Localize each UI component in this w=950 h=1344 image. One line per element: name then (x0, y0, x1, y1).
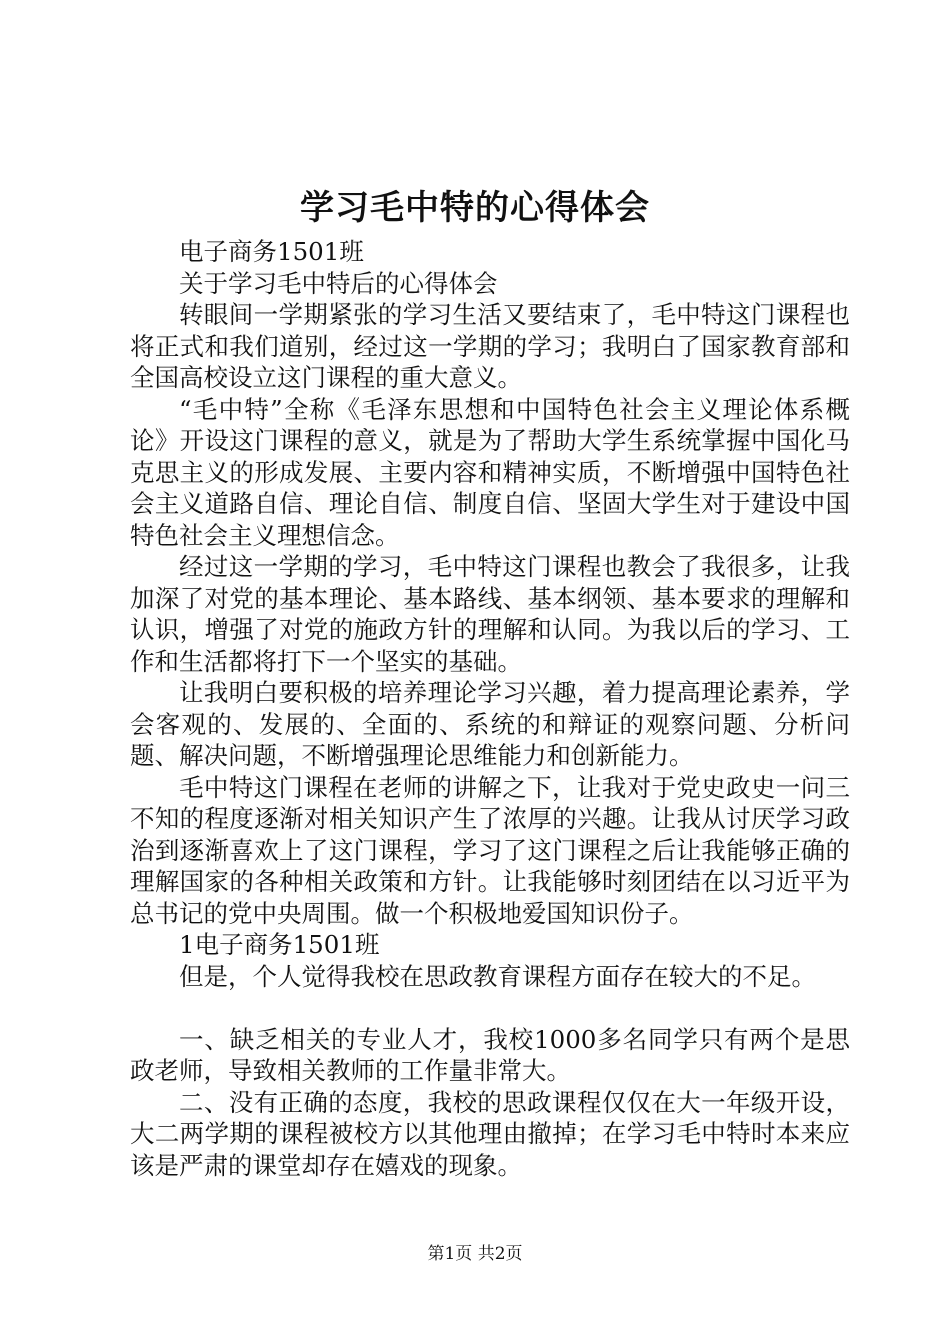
paragraph: “毛中特”全称《毛泽东思想和中国特色社会主义理论体系概论》开设这门课程的意义，就是为了帮助大学生系统掌握中国化马克思主义的形成发展、主要内容和精神实质，不断增强中国特色社会主义道路自信、理论自信、制度自信、坚固大学生对于建设中国特色社会主义理想信念。 (130, 394, 850, 550)
class-name-line: 电子商务1501班 (179, 237, 364, 266)
class-name-line: 1电子商务1501班 (179, 930, 380, 959)
page-number-footer: 第1页 共2页 (427, 1244, 523, 1264)
paragraph: 一、缺乏相关的专业人才，我校1000多名同学只有两个是思政老师，导致相关教师的工作量非常大。 (130, 1024, 850, 1085)
blank-line (130, 992, 850, 1024)
paragraph: 转眼间一学期紧张的学习生活又要结束了，毛中特这门课程也将正式和我们道别，经过这一学期的学习；我明白了国家教育部和全国高校设立这门课程的重大意义。 (130, 300, 850, 392)
paragraph: 让我明白要积极的培养理论学习兴趣，着力提高理论素养，学会客观的、发展的、全面的、系统的和辩证的观察问题、分析问题、解决问题，不断增强理论思维能力和创新能力。 (130, 678, 850, 770)
paragraph: 但是，个人觉得我校在思政教育课程方面存在较大的不足。 (179, 961, 816, 991)
document-title: 学习毛中特的心得体会 (300, 188, 650, 228)
document-body (130, 236, 850, 1181)
paragraph: 毛中特这门课程在老师的讲解之下，让我对于党史政史一问三不知的程度逐渐对相关知识产生了浓厚的兴趣。让我从讨厌学习政治到逐渐喜欢上了这门课程，学习了这门课程之后让我能够正确的理解国家的各种相关政策和方针。让我能够时刻团结在以习近平为总书记的党中央周围。做一个积极地爱国知识份子。 (130, 772, 850, 928)
paragraph: 经过这一学期的学习，毛中特这门课程也教会了我很多，让我加深了对党的基本理论、基本路线、基本纲领、基本要求的理解和认识，增强了对党的施政方针的理解和认同。为我以后的学习、工作和生活都将打下一个坚实的基础。 (130, 552, 850, 676)
subtitle-line: 关于学习毛中特后的心得体会 (179, 268, 498, 298)
paragraph: 二、没有正确的态度，我校的思政课程仅仅在大一年级开设，大二两学期的课程被校方以其他理由撤掉；在学习毛中特时本来应该是严肃的课堂却存在嬉戏的现象。 (130, 1087, 850, 1180)
